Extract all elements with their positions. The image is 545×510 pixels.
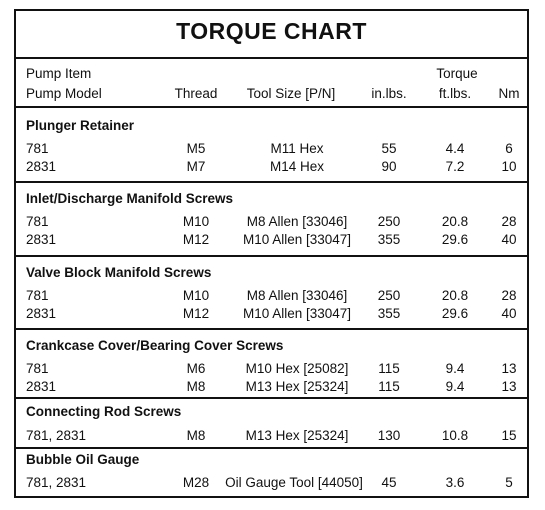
cell-in-lbs: 355 <box>377 232 401 247</box>
section-divider <box>14 397 529 399</box>
section-title: Connecting Rod Screws <box>26 404 182 419</box>
header-divider <box>14 106 529 108</box>
cell-tool: M10 Allen [33047] <box>242 232 352 247</box>
header-tool-size: Tool Size [P/N] <box>246 86 336 101</box>
cell-ft-lbs: 3.6 <box>445 475 465 490</box>
section-divider <box>14 447 529 449</box>
cell-nm: 13 <box>501 379 517 394</box>
cell-model: 781, 2831 <box>26 475 87 490</box>
cell-thread: M6 <box>186 361 206 376</box>
cell-ft-lbs: 29.6 <box>441 232 469 247</box>
section-divider <box>14 328 529 330</box>
cell-thread: M8 <box>186 379 206 394</box>
cell-ft-lbs: 10.8 <box>441 428 469 443</box>
cell-model: 781 <box>26 141 49 156</box>
cell-thread: M12 <box>182 232 210 247</box>
cell-in-lbs: 130 <box>377 428 401 443</box>
cell-thread: M5 <box>186 141 206 156</box>
cell-in-lbs: 115 <box>378 379 400 394</box>
cell-thread: M12 <box>182 306 210 321</box>
cell-tool: M8 Allen [33046] <box>246 214 348 229</box>
cell-ft-lbs: 7.2 <box>445 159 465 174</box>
cell-thread: M10 <box>182 214 210 229</box>
cell-model: 781, 2831 <box>26 428 87 443</box>
cell-nm: 40 <box>501 306 517 321</box>
cell-nm: 40 <box>501 232 517 247</box>
cell-tool: M8 Allen [33046] <box>246 288 348 303</box>
cell-in-lbs: 55 <box>381 141 397 156</box>
cell-nm: 15 <box>501 428 517 443</box>
cell-ft-lbs: 20.8 <box>441 214 469 229</box>
cell-nm: 10 <box>501 159 517 174</box>
cell-nm: 28 <box>501 214 517 229</box>
cell-in-lbs: 250 <box>377 288 401 303</box>
cell-ft-lbs: 9.4 <box>445 379 465 394</box>
cell-in-lbs: 45 <box>381 475 397 490</box>
cell-nm: 13 <box>501 361 517 376</box>
cell-in-lbs: 250 <box>377 214 401 229</box>
cell-tool: M14 Hex <box>269 159 325 174</box>
header-pump-item: Pump Item <box>26 66 92 81</box>
cell-tool: M11 Hex <box>270 141 324 156</box>
cell-tool: M13 Hex [25324] <box>245 428 349 443</box>
cell-ft-lbs: 29.6 <box>441 306 469 321</box>
cell-tool: Oil Gauge Tool [44050] <box>225 475 363 490</box>
cell-tool: M10 Hex [25082] <box>245 361 349 376</box>
cell-ft-lbs: 20.8 <box>441 288 469 303</box>
cell-nm: 28 <box>501 288 517 303</box>
section-title: Plunger Retainer <box>26 118 135 133</box>
section-title: Bubble Oil Gauge <box>26 452 140 467</box>
cell-thread: M28 <box>182 475 210 490</box>
section-title: Valve Block Manifold Screws <box>26 265 212 280</box>
cell-ft-lbs: 9.4 <box>445 361 465 376</box>
cell-model: 2831 <box>26 232 57 247</box>
cell-ft-lbs: 4.4 <box>445 141 465 156</box>
title-divider <box>14 57 529 59</box>
section-divider <box>14 181 529 183</box>
chart-title: TORQUE CHART <box>176 18 367 44</box>
cell-tool: M13 Hex [25324] <box>245 379 349 394</box>
cell-model: 2831 <box>26 379 57 394</box>
header-thread: Thread <box>174 86 218 101</box>
cell-model: 781 <box>26 288 49 303</box>
section-title: Inlet/Discharge Manifold Screws <box>26 191 234 206</box>
cell-thread: M8 <box>186 428 206 443</box>
cell-in-lbs: 355 <box>377 306 401 321</box>
cell-nm: 6 <box>505 141 513 156</box>
cell-in-lbs: 90 <box>381 159 397 174</box>
header-nm: Nm <box>498 86 520 101</box>
cell-tool: M10 Allen [33047] <box>242 306 352 321</box>
cell-thread: M10 <box>182 288 210 303</box>
header-torque: Torque <box>436 66 478 81</box>
torque-chart-frame <box>14 9 529 498</box>
cell-model: 2831 <box>26 306 57 321</box>
cell-model: 781 <box>26 361 49 376</box>
cell-model: 2831 <box>26 159 57 174</box>
section-divider <box>14 255 529 257</box>
header-in-lbs: in.lbs. <box>371 86 407 101</box>
section-title: Crankcase Cover/Bearing Cover Screws <box>26 338 284 353</box>
cell-model: 781 <box>26 214 49 229</box>
cell-thread: M7 <box>186 159 206 174</box>
header-pump-model: Pump Model <box>26 86 102 101</box>
header-ft-lbs: ft.lbs. <box>438 86 472 101</box>
cell-nm: 5 <box>505 475 513 490</box>
cell-in-lbs: 115 <box>378 361 400 376</box>
